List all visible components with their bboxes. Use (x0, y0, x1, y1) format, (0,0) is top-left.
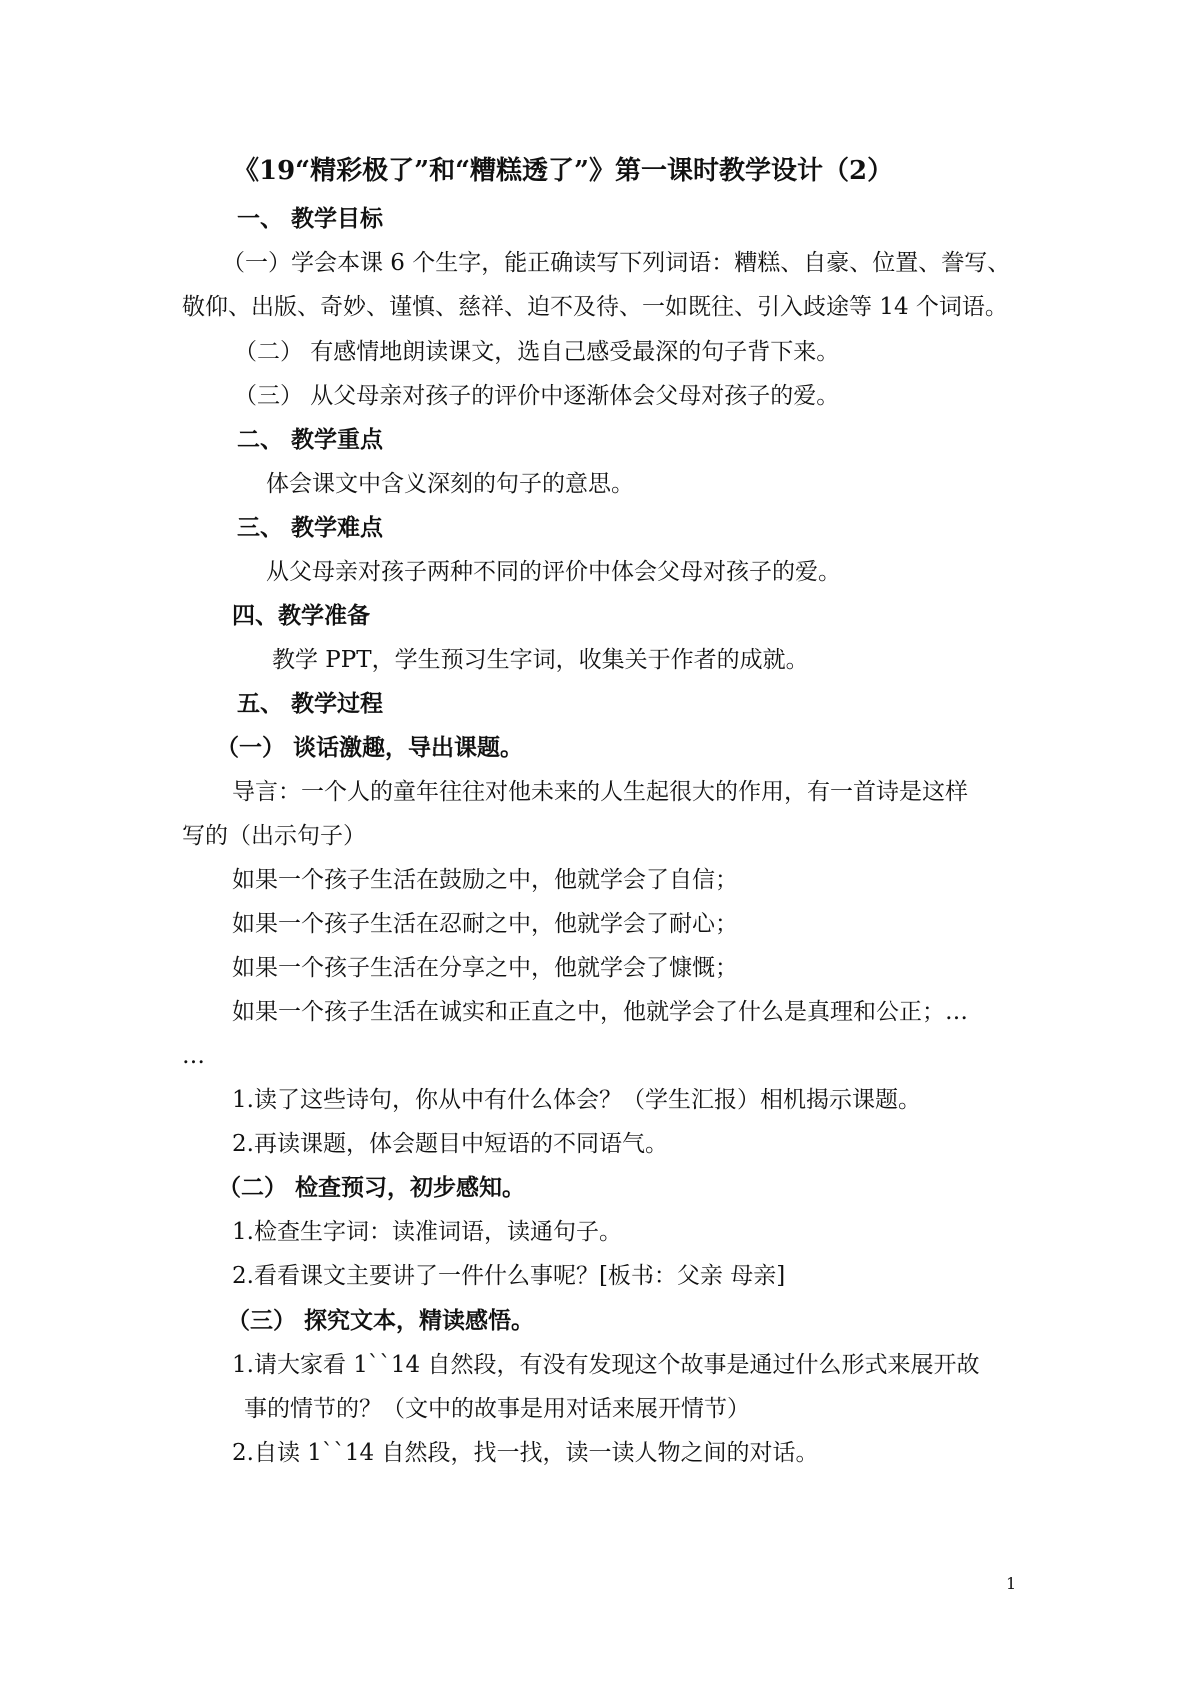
section-heading-difficulties: 三、 教学难点 (237, 514, 384, 541)
paragraph-line: 事的情节的？（文中的故事是用对话来展开情节） (244, 1396, 750, 1422)
section-heading-key-points: 二、 教学重点 (237, 426, 384, 453)
paragraph-line: （二） 有感情地朗读课文，选自己感受最深的句子背下来。 (234, 339, 840, 365)
paragraph-line: （三） 从父母亲对孩子的评价中逐渐体会父母对孩子的爱。 (234, 383, 840, 409)
paragraph-line: 写的（出示句子） (182, 823, 366, 849)
document-title: 《19“精彩极了”和“糟糕透了”》第一课时教学设计（2） (233, 156, 894, 186)
paragraph-line: 1.请大家看 1``14 自然段，有没有发现这个故事是通过什么形式来展开故 (232, 1352, 980, 1378)
paragraph-line: 1.读了这些诗句，你从中有什么体会？（学生汇报）相机揭示课题。 (232, 1087, 921, 1113)
section-heading-preparation: 四、教学准备 (232, 602, 370, 629)
section-heading-process: 五、 教学过程 (237, 690, 384, 717)
subsection-heading: （二） 检查预习，初步感知。 (218, 1174, 526, 1201)
subsection-heading: （三） 探究文本，精读感悟。 (227, 1307, 535, 1334)
paragraph-line: 敬仰、出版、奇妙、谨慎、慈祥、迫不及待、一如既往、引入歧途等 14 个词语。 (182, 294, 1008, 320)
paragraph-line: 2.自读 1``14 自然段，找一找，读一读人物之间的对话。 (232, 1440, 819, 1466)
poem-line: 如果一个孩子生活在鼓励之中，他就学会了自信； (232, 867, 738, 893)
poem-line: 如果一个孩子生活在忍耐之中，他就学会了耐心； (232, 911, 738, 937)
paragraph-line: 导言：一个人的童年往往对他未来的人生起很大的作用，有一首诗是这样 (232, 779, 968, 805)
poem-line: 如果一个孩子生活在分享之中，他就学会了慷慨； (232, 955, 738, 981)
paragraph-line: 1.检查生字词：读准词语，读通句子。 (232, 1219, 622, 1245)
paragraph-line: 体会课文中含义深刻的句子的意思。 (266, 471, 634, 497)
paragraph-line: 从父母亲对孩子两种不同的评价中体会父母对孩子的爱。 (266, 559, 841, 585)
subsection-heading: （一） 谈话激趣，导出课题。 (216, 734, 524, 761)
paragraph-line: 教学 PPT，学生预习生字词，收集关于作者的成就。 (272, 647, 809, 673)
section-heading-objectives: 一、 教学目标 (237, 205, 384, 232)
poem-line: … (182, 1043, 205, 1069)
page-number: 1 (1006, 1574, 1017, 1593)
paragraph-line: 2.看看课文主要讲了一件什么事呢？[板书：父亲 母亲] (232, 1263, 786, 1289)
paragraph-line: （一）学会本课 6 个生字，能正确读写下列词语：糟糕、自豪、位置、誊写、 (222, 250, 1011, 276)
poem-line: 如果一个孩子生活在诚实和正直之中，他就学会了什么是真理和公正；… (232, 999, 968, 1025)
paragraph-line: 2.再读课题，体会题目中短语的不同语气。 (232, 1131, 668, 1157)
